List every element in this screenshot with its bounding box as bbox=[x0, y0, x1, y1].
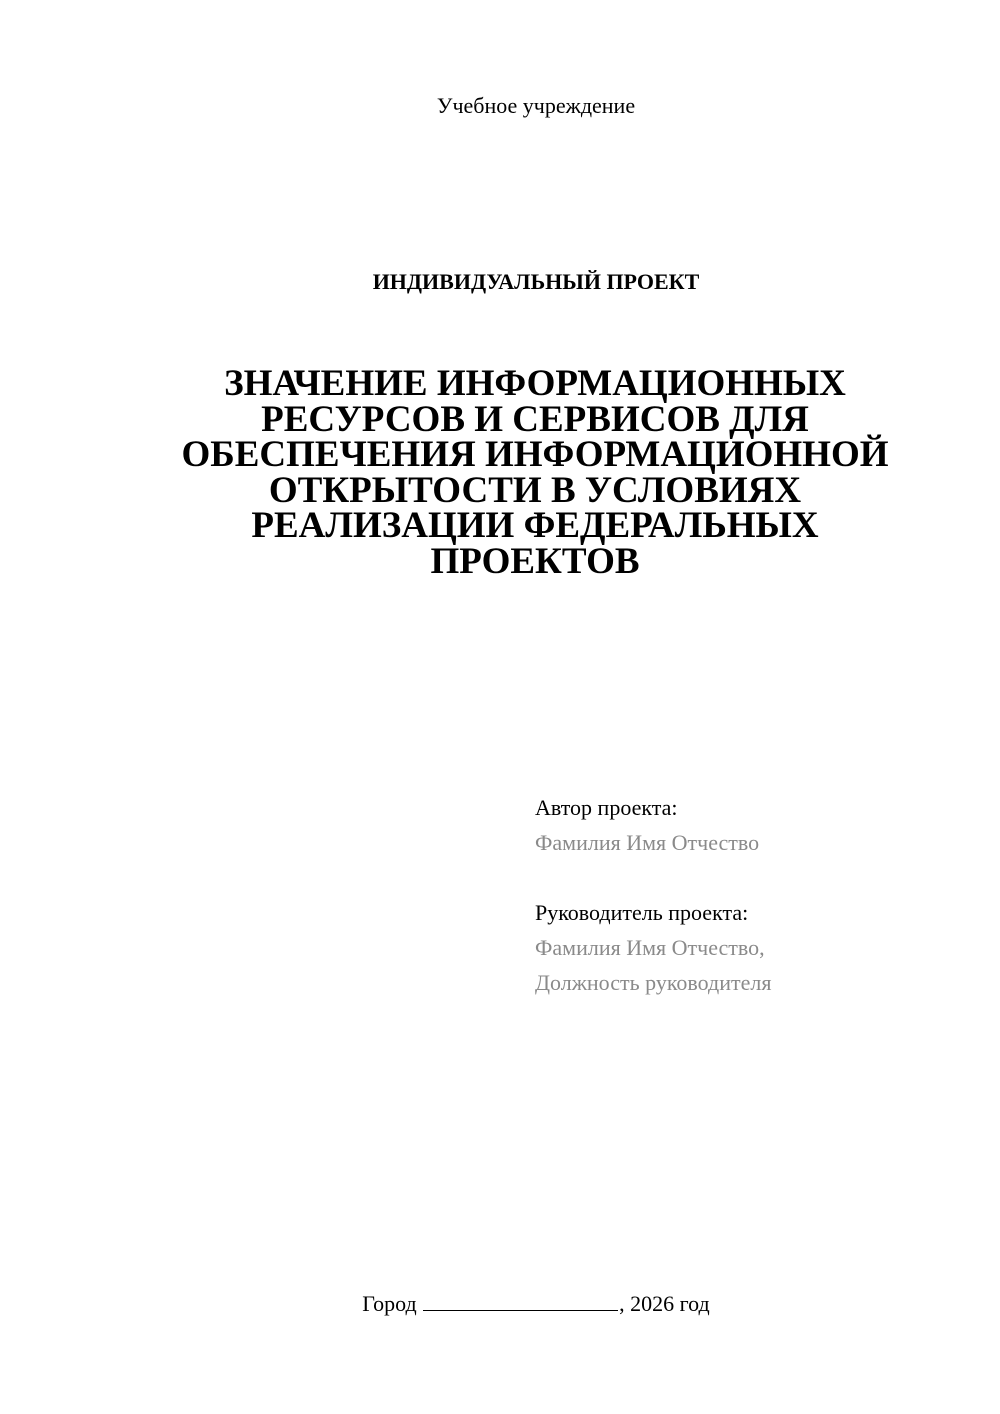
project-title-line: ОТКРЫТОСТИ В УСЛОВИЯХ bbox=[268, 469, 802, 511]
year-text: , 2026 год bbox=[619, 1291, 710, 1316]
city-blank-field[interactable] bbox=[423, 1290, 618, 1311]
author-label: Автор проекта: bbox=[535, 795, 678, 820]
credits-block bbox=[535, 790, 975, 1000]
project-title-line: ПРОЕКТОВ bbox=[430, 540, 640, 582]
project-type-label: ИНДИВИДУАЛЬНЫЙ ПРОЕКТ bbox=[372, 269, 700, 294]
project-title bbox=[130, 363, 940, 582]
author-name-placeholder[interactable]: Фамилия Имя Отчество bbox=[535, 830, 760, 855]
supervisor-position-placeholder[interactable]: Должность руководителя bbox=[535, 970, 772, 995]
project-title-line: РЕАЛИЗАЦИИ ФЕДЕРАЛЬНЫХ bbox=[251, 505, 819, 546]
spacer bbox=[535, 860, 975, 895]
city-label: Город bbox=[362, 1291, 417, 1316]
project-title-line: ОБЕСПЕЧЕНИЯ ИНФОРМАЦИОННОЙ bbox=[181, 434, 889, 475]
project-title-line: РЕСУРСОВ И СЕРВИСОВ ДЛЯ bbox=[261, 398, 809, 440]
supervisor-name-placeholder[interactable]: Фамилия Имя Отчество, bbox=[535, 935, 765, 960]
project-title-line: ЗНАЧЕНИЕ ИНФОРМАЦИОННЫХ bbox=[224, 363, 846, 404]
institution-name: Учебное учреждение bbox=[436, 93, 636, 118]
supervisor-label: Руководитель проекта: bbox=[535, 900, 749, 925]
city-year-line bbox=[0, 1290, 1000, 1318]
